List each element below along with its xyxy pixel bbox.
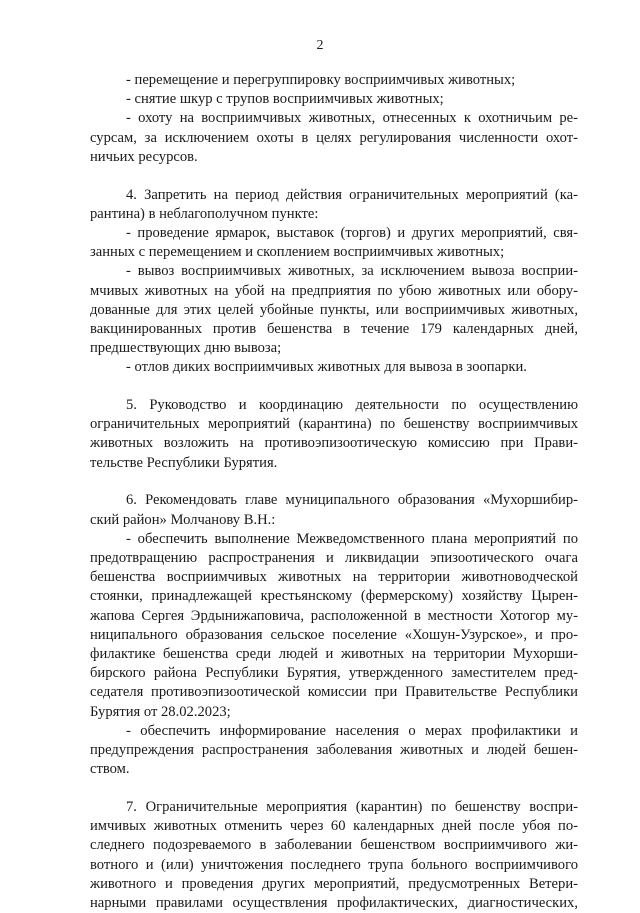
text-line: - проведение ярмарок, выставок (торгов) и других мероприятий, свя- xyxy=(126,224,578,241)
text-line: 7. Ограничительные мероприятия (карантин) по бешенству воспри- xyxy=(126,798,578,815)
text-line: следнего подозреваемого в заболевании бешенством восприимчивого жи- xyxy=(90,837,578,854)
paragraph xyxy=(90,396,578,473)
text-line: бирского района Республики Бурятия, утвержденного заместителем пред- xyxy=(90,665,578,682)
text-line: Бурятия от 28.02.2023; xyxy=(90,703,231,720)
text-line: 4. Запретить на период действия ограничительных мероприятий (ка- xyxy=(126,186,578,203)
text-line: ограничительных мероприятий (карантина) по бешенству восприимчивых xyxy=(90,416,578,433)
text-line: - отлов диких восприимчивых животных для вывоза в зоопарки. xyxy=(126,359,527,376)
text-line: дованные для этих целей убойные пункты, или восприимчивых животных, xyxy=(90,301,578,318)
text-line: имчивых животных отменить через 60 календарных дней после убоя по- xyxy=(90,818,578,835)
text-line: - снятие шкур с трупов восприимчивых животных; xyxy=(126,91,444,108)
text-line: предупреждения распространения заболевания животных и людей бешен- xyxy=(90,742,578,758)
text-line: мчивых животных на убой на предприятия по убою животных или обору- xyxy=(90,282,578,299)
text-line: - обеспечить информирование населения о мерах профилактики и xyxy=(126,722,578,739)
text-line: предшествующих дню вывоза; xyxy=(90,340,282,357)
text-line: седателя противоэпизоотической комиссии при Правительстве Республики xyxy=(90,684,578,701)
paragraph xyxy=(90,186,578,378)
text-line: сурсам, за исключением охоты в целях регулирования численности охот- xyxy=(90,129,578,146)
text-line: предотвращению распространения и ликвидации эпизоотического очага xyxy=(90,549,578,566)
page-number: 2 xyxy=(316,38,324,53)
text-line: тельстве Республики Бурятия. xyxy=(90,454,278,471)
text-line: ский район» Молчанову В.Н.: xyxy=(90,511,276,528)
text-line: стоянки, принадлежащей крестьянскому (фермерскому) хозяйству Цырен- xyxy=(90,588,578,605)
text-line: занных с перемещением и скоплением восприимчивых животных; xyxy=(90,244,505,261)
text-line: жапова Сергея Эрдынижаповича, расположенной в местности Хотогор му- xyxy=(90,607,578,624)
text-line: - вывоз восприимчивых животных, за исключением вывоза восприи- xyxy=(126,263,578,280)
text-line: 6. Рекомендовать главе муниципального образования «Мухоршибир- xyxy=(126,492,578,509)
document-body xyxy=(90,71,578,913)
paragraph xyxy=(90,71,578,167)
text-line: бешенства восприимчивых животных на территории животноводческой xyxy=(90,569,578,586)
text-line: ничьих ресурсов. xyxy=(90,148,198,165)
text-line: рантина) в неблагополучном пункте: xyxy=(90,205,319,222)
paragraph xyxy=(90,798,578,913)
text-line: - охоту на восприимчивых животных, отнесенных к охотничьим ре- xyxy=(126,110,578,127)
text-line: - обеспечить выполнение Межведомственного плана мероприятий по xyxy=(126,530,578,547)
text-line: ством. xyxy=(90,761,130,778)
text-line: ниципального образования сельское поселение «Хошун-Узурское», и про- xyxy=(90,626,578,643)
text-line: животного и проведения других мероприятий, предусмотренных Ветери- xyxy=(90,875,578,892)
text-line: вотного и (или) уничтожения последнего трупа больного восприимчивого xyxy=(90,856,578,873)
text-line: вакцинированных против бешенства в течение 179 календарных дней, xyxy=(90,320,578,337)
paragraph xyxy=(90,491,578,779)
text-line: филактике бешенства среди людей и животных на территории Мухорши- xyxy=(90,645,578,662)
text-line: 5. Руководство и координацию деятельности по осуществлению xyxy=(126,397,578,414)
text-line: нарными правилами осуществления профилактических, диагностических, xyxy=(90,894,578,911)
text-line: - перемещение и перегруппировку восприимчивых животных; xyxy=(126,72,516,88)
text-line: животных возложить на противоэпизоотическую комиссию при Прави- xyxy=(90,435,578,452)
